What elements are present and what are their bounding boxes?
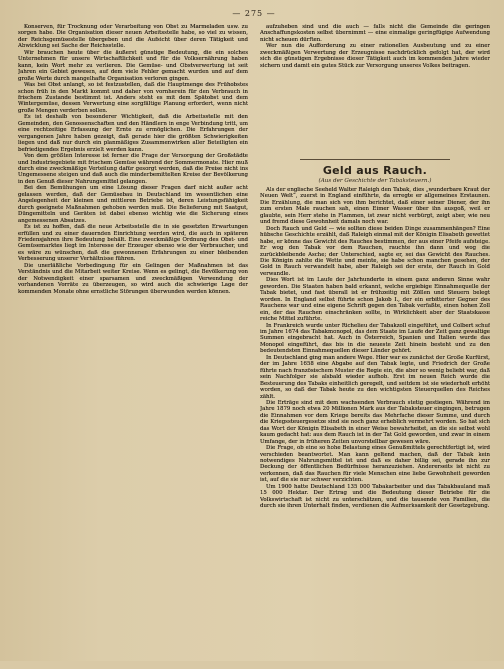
left-column-text [18, 24, 248, 656]
paragraph: Die Erträge sind mit dem wachsenden Verbrauch stetig gestiegen. Während im Jahre 1879 noch etwa 20 Millionen Mark aus der Tabaksteuer eingingen, betrugen die Einnahmen vor dem Kriege bereits das Mehrfache dieser Summe, und durch die Kriegssteuergesetze sind sie noch ganz erheblich vermehrt worden. So hat sich das Wort der Königin Elisabeth in einer Weise bewahrheitet, an die sie selbst wohl kaum gedacht hat: aus dem Rauch ist in der Tat Gold geworden, und zwar in einem Umfange, der in früheren Zeiten unvorstellbar gewesen wäre. [260, 399, 490, 445]
paragraph: Von dem größten Interesse ist ferner die Frage der Versorgung der Großstädte und Industriegebiete mit frischem Gemüse während der Sommermonate. Hier muß durch eine zweckmäßige Verteilung dafür gesorgt werden, daß die Preise nicht ins Ungemessene steigen und daß auch die minderbemittelten Kreise der Bevölkerung in den Genuß dieser Nahrungsmittel gelangen. [18, 153, 248, 185]
columns [18, 24, 490, 669]
previous-article-end [260, 24, 490, 156]
article-headline: Geld aus Rauch. [322, 164, 428, 177]
article-divider [300, 159, 450, 160]
paragraph: In Frankreich wurde unter Richelieu der Tabakzoll eingeführt, und Colbert schuf im Jahre 1674 das Tabakmonopol, das dem Staate im Laufe der Zeit ganz gewaltige Summen eingebracht hat. Auch in Österreich, Spanien und Italien wurde das Monopol eingeführt, das bis in die neueste Zeit hinein besteht und zu den bedeutendsten Einnahmequellen dieser Länder gehört. [260, 322, 490, 355]
article-body [260, 187, 490, 669]
paragraph: aufzuheben sind und die auch — falls nicht die Gemeinde die geringen Anschaffungskosten selbst übernimmt — eine einmalige geringfügige Aufwendung nicht scheuen dürften. [260, 24, 490, 43]
article-subheadline: (Aus der Geschichte der Tabaksteuern.) [318, 178, 432, 184]
page-number: — 275 — [232, 9, 276, 18]
paragraph: Die unerläßliche Vorbedingung für ein Gelingen der Maßnahmen ist das Verständnis und die Mitarbeit weiter Kreise. Wenn es gelingt, die Bevölkerung von der Notwendigkeit einer sparsamen und zweckmäßigen Verwendung der vorhandenen Vorräte zu überzeugen, so wird auch die schwierige Lage der kommenden Monate ohne ernstliche Störungen überwunden werden können. [18, 262, 248, 295]
paragraph: In Deutschland ging man andere Wege. Hier war es zunächst der Große Kurfürst, der im Jahre 1658 eine Abgabe auf den Tabak legte, und Friedrich der Große führte nach französischem Muster die Regie ein, die aber so wenig beliebt war, daß sein Nachfolger sie alsbald wieder aufhob. Erst im neuen Reich wurde die Besteuerung des Tabaks einheitlich geregelt, und seitdem ist sie wiederholt erhöht worden, so daß der Tabak heute zu den wichtigsten Steuerquellen des Reiches zählt. [260, 354, 490, 400]
paragraph: Konserven, für Trocknung oder Verarbeitung von Obst zu Marmeladen usw. zu sorgen habe. Die Organisation dieser neuen Arbeitsstelle habe, so viel zu wissen, der Reichsgemüsestelle übergeben und die Aufsicht über deren Tätigkeit und Abwicklung sei Sache der Reichsstelle. [18, 24, 248, 50]
paragraph: Dies Wort ist im Laufe der Jahrhunderte in einem ganz anderen Sinne wahr geworden. Die Staaten haben bald erkannt, welche ergiebige Einnahmequelle der Tabak bietet, und fast überall ist er frühzeitig mit Zöllen und Steuern belegt worden. In England selbst führte schon Jakob I., der ein erbitterter Gegner des Rauchens war und eine eigene Schrift gegen den Tabak verfaßte, einen hohen Zoll ein, der das Rauchen einschränken sollte, in Wirklichkeit aber der Staatskasse reiche Mittel zuführte. [260, 277, 490, 323]
paragraph: Um 1900 hatte Deutschland 135 000 Tabakarbeiter und das Tabakbauland maß 15 000 Hektar. Der Ertrag und die Bedeutung dieser Betriebe für die Volkswirtschaft ist nicht zu unterschätzen, und die tausende von Familien, die durch sie ihren Unterhalt finden, verdienen die Aufmerksamkeit der Gesetzgebung. [260, 483, 490, 510]
left-column [18, 24, 248, 669]
paragraph: Wer nun die Aufforderung zu einer rationellen Ausbeutung und zu einer zweckmäßigen Verwertung der Erzeugnisse nachdrücklich gefolgt hat, der wird sich die günstigen Ergebnisse dieser Tätigkeit auch im kommenden Jahre wieder sichern und damit ein gutes Stück zur Versorgung unseres Volkes beitragen. [260, 43, 490, 69]
paragraph: Als der englische Seeheld Walter Raleigh den Tabak, dies „wunderbare Kraut der Neuen Welt“, zuerst in England einführte, da erregte er allgemeines Erstaunen. Die Erzählung, die man sich von ihm berichtet, daß einer seiner Diener, der ihn zum ersten Male rauchen sah, einen Eimer Wasser über ihn ausgoß, weil er glaubte, sein Herr stehe in Flammen, ist zwar nicht verbürgt, zeigt aber, wie neu und fremd diese Gewohnheit damals noch war. [260, 187, 490, 226]
paragraph: Es ist zu hoffen, daß die neue Arbeitsstelle die in sie gesetzten Erwartungen erfüllen und zu einer dauernden Einrichtung werden wird, die auch in späteren Friedensjahren ihre Bedeutung behält. Eine zweckmäßige Ordnung des Obst- und Gemüsemarktes liegt im Interesse der Erzeuger ebenso wie der Verbraucher, und es wäre zu wünschen, daß die gewonnenen Erfahrungen zu einer bleibenden Verbesserung unserer Verhältnisse führen. [18, 224, 248, 263]
paragraph: Bei den Bemühungen um eine Lösung dieser Fragen darf nicht außer acht gelassen werden, daß der Gemüsebau in Deutschland im wesentlichen eine Angelegenheit der kleinen und mittleren Betriebe ist, deren Leistungsfähigkeit durch geeignete Maßnahmen gehoben werden muß. Die Belieferung mit Saatgut, Düngemitteln und Geräten ist dabei ebenso wichtig wie die Sicherung eines angemessenen Absatzes. [18, 185, 248, 224]
paragraph: Was bei Obst anlangt, so ist festzustellen, daß die Hauptmenge des Frühobstes schon früh in den Markt kommt und daher von vornherein für den Verbrauch in frischem Zustande bestimmt ist. Anders steht es mit dem Spätobst und dem Wintergemüse, dessen Verwertung eine sorgfältige Planung erfordert, wenn nicht große Mengen verderben sollen. [18, 82, 248, 114]
paragraph: Doch Rauch und Geld — wie sollten diese beiden Dinge zusammenhängen? Eine hübsche Geschichte erzählt, daß Raleigh einmal mit der Königin Elisabeth gewettet habe, er könne das Gewicht des Rauches bestimmen, der aus einer Pfeife aufsteige. Er wog den Tabak vor dem Rauchen, rauchte ihn dann und wog die zurückbleibende Asche; der Unterschied, sagte er, sei das Gewicht des Rauches. Die Königin zahlte die Wette und meinte, sie habe schon manchen gesehen, der Gold in Rauch verwandelt habe, aber Raleigh sei der erste, der Rauch in Gold verwandle. [260, 225, 490, 277]
paragraph: Die Frage, ob eine so hohe Belastung eines Genußmittels gerechtfertigt ist, wird verschieden beantwortet. Man kann geltend machen, daß der Tabak kein notwendiges Nahrungsmittel ist und daß es daher billig sei, gerade ihn zur Deckung der öffentlichen Bedürfnisse heranzuziehen. Andererseits ist nicht zu verkennen, daß das Rauchen für viele Menschen eine liebe Gewohnheit geworden ist, auf die sie nur schwer verzichten. [260, 445, 490, 484]
paragraph: Es ist deshalb von besonderer Wichtigkeit, daß die Arbeitsstelle mit den Gemeinden, den Genossenschaften und den Händlern in enge Verbindung tritt, um eine rechtzeitige Erfassung der Ernte zu ermöglichen. Die Erfahrungen der vergangenen Jahre haben gezeigt, daß gerade hier die größten Schwierigkeiten liegen und daß nur durch ein planmäßiges Zusammenwirken aller Beteiligten ein befriedigendes Ergebnis erzielt werden kann. [18, 114, 248, 153]
right-column [260, 24, 490, 669]
paragraph: Wir brauchen heute über die äußerst günstige Bedeutung, die ein solches Unternehmen für unsere Wirtschaftlichkeit und für die Volksernährung haben kann, kein Wort mehr zu verlieren. Die Gemüse- und Obstverwertung ist seit Jahren ein Gebiet gewesen, auf dem viele Fehler gemacht wurden und auf dem große Werte durch mangelhafte Organisation verloren gingen. [18, 49, 248, 82]
